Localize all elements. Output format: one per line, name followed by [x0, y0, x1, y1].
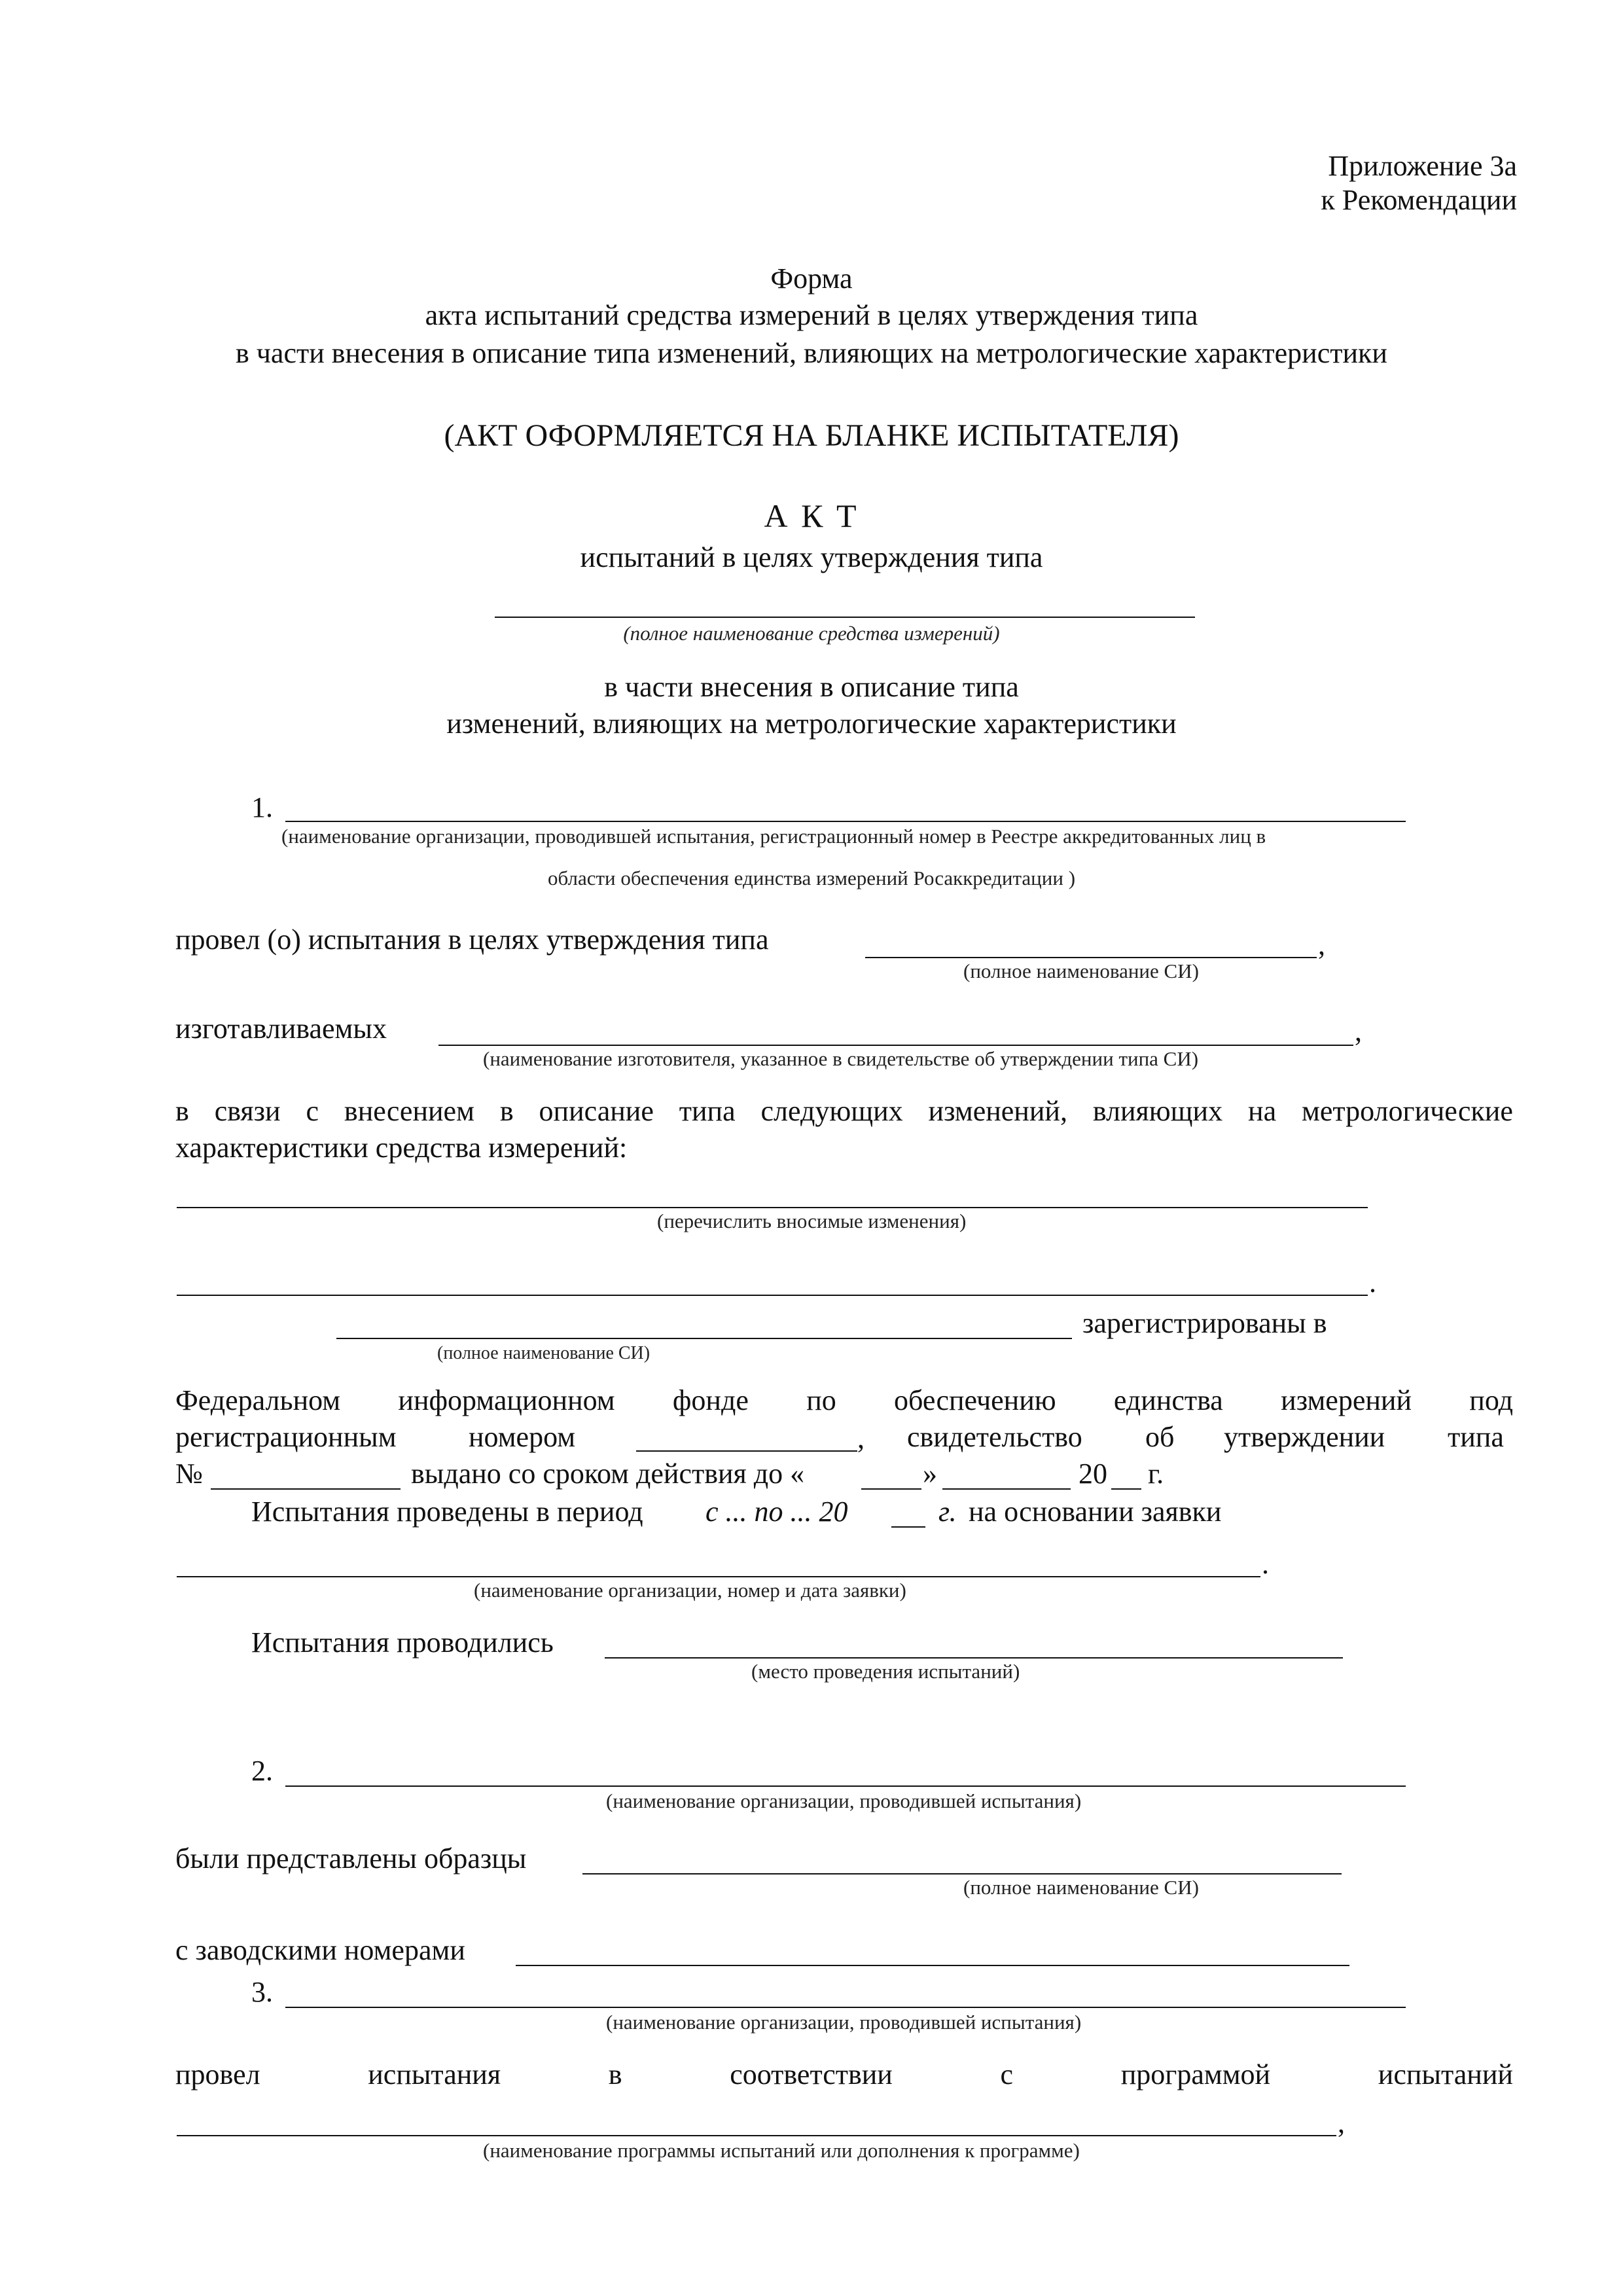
recommendation-label: к Рекомендации — [1321, 184, 1517, 216]
section-1-org-field[interactable] — [285, 821, 1406, 822]
manufactured-label: изготавливаемых — [175, 1013, 387, 1045]
si-name-registered-field[interactable] — [336, 1338, 1072, 1339]
section-3-org-field[interactable] — [285, 2007, 1406, 2008]
day-field[interactable] — [861, 1488, 921, 1490]
program-caption: (наименование программы испытаний или дополнения к программе) — [483, 2139, 1080, 2162]
si-full-name-field[interactable] — [865, 957, 1317, 958]
section-1-number: 1. — [251, 791, 273, 823]
certificate-label: свидетельство — [907, 1421, 1082, 1453]
reg-number-label-2: номером — [469, 1421, 576, 1453]
comma: , — [857, 1422, 865, 1454]
quote-close: » — [923, 1458, 937, 1490]
form-title: Форма — [770, 262, 853, 295]
serials-label: с заводскими номерами — [175, 1934, 465, 1966]
test-period-label: Испытания проведены в период — [251, 1496, 643, 1528]
part-line-2: изменений, влияющих на метрологические характеристики — [446, 708, 1177, 740]
manufacturer-caption: (наименование изготовителя, указанное в свидетельстве об утверждении типа СИ) — [483, 1047, 1199, 1070]
based-on-label: на основании заявки — [969, 1496, 1222, 1528]
act-subheading: испытаний в целях утверждения типа — [580, 541, 1043, 573]
issued-label: выдано со сроком действия до « — [411, 1458, 805, 1490]
changes-list-caption: (перечислить вносимые изменения) — [657, 1210, 967, 1232]
samples-field[interactable] — [582, 1873, 1342, 1874]
si-name-field[interactable] — [495, 617, 1195, 618]
application-caption: (наименование организации, номер и дата заявки) — [474, 1579, 906, 1602]
period-mark: . — [1262, 1548, 1269, 1580]
year-prefix: 20 — [1079, 1458, 1107, 1490]
samples-caption: (полное наименование СИ) — [963, 1876, 1199, 1899]
changes-list-field-1[interactable] — [177, 1207, 1368, 1208]
blank-note: (АКТ ОФОРМЛЯЕТСЯ НА БЛАНКЕ ИСПЫТАТЕЛЯ) — [444, 418, 1179, 453]
test-period-g: г. — [938, 1496, 957, 1528]
form-subtitle-1: акта испытаний средства измерений в целях утверждения типа — [425, 299, 1198, 331]
samples-label: были представлены образцы — [175, 1842, 527, 1874]
si-name-registered-caption: (полное наименование СИ) — [437, 1343, 651, 1363]
program-line: провел испытания в соответствии с программой испытаний — [175, 2058, 1513, 2090]
place-label: Испытания проводились — [251, 1626, 554, 1659]
registered-label: зарегистрированы в — [1082, 1307, 1327, 1339]
changes-line-2: характеристики средства измерений: — [175, 1132, 628, 1164]
place-caption: (место проведения испытаний) — [751, 1660, 1020, 1683]
section-3-number: 3. — [251, 1976, 273, 2008]
manufacturer-field[interactable] — [438, 1045, 1353, 1046]
certificate-number-field[interactable] — [211, 1488, 401, 1490]
si-full-name-caption: (полное наименование СИ) — [963, 960, 1199, 982]
place-field[interactable] — [605, 1657, 1343, 1659]
reg-number-label: регистрационным — [175, 1421, 397, 1453]
appendix-label: Приложение 3а — [1328, 150, 1517, 182]
si-name-caption: (полное наименование средства измерений) — [623, 622, 1000, 645]
period-mark: . — [1369, 1266, 1376, 1299]
test-year-field[interactable] — [891, 1526, 925, 1528]
month-field[interactable] — [942, 1488, 1071, 1490]
comma: , — [1355, 1015, 1362, 1047]
year-g: г. — [1148, 1458, 1164, 1490]
section-3-org-caption: (наименование организации, проводившей испытания) — [606, 2011, 1082, 2034]
section-2-org-field[interactable] — [285, 1785, 1406, 1787]
changes-list-field-2[interactable] — [177, 1295, 1368, 1296]
application-field[interactable] — [177, 1576, 1260, 1577]
changes-line-1: в связи с внесением в описание типа следующих изменений, влияющих на метрологические — [175, 1095, 1513, 1127]
form-subtitle-2: в части внесения в описание типа изменений, влияющих на метрологические характеристики — [236, 337, 1387, 369]
fund-line: Федеральном информационном фонде по обеспечению единства измерений под — [175, 1384, 1513, 1416]
reg-number-field[interactable] — [636, 1450, 857, 1452]
section-2-number: 2. — [251, 1755, 273, 1787]
year-field[interactable] — [1111, 1488, 1141, 1490]
comma: , — [1318, 929, 1325, 961]
approval-label: утверждении — [1224, 1421, 1385, 1453]
test-period-dates: с ... по ... 20 — [705, 1496, 848, 1528]
comma: , — [1338, 2107, 1345, 2139]
act-heading: А К Т — [764, 497, 859, 534]
program-field[interactable] — [177, 2135, 1336, 2136]
section-2-org-caption: (наименование организации, проводившей испытания) — [606, 1789, 1082, 1812]
serials-field[interactable] — [516, 1965, 1349, 1966]
section-1-org-caption: (наименование организации, проводившей испытания, регистрационный номер в Реестре аккредитованных лиц в — [281, 825, 1266, 848]
ob-label: об — [1145, 1421, 1175, 1453]
number-sign: № — [175, 1458, 203, 1490]
conducted-label: провел (о) испытания в целях утверждения типа — [175, 924, 769, 956]
section-1-org-caption-2: области обеспечения единства измерений Росаккредитации ) — [547, 867, 1076, 889]
part-line-1: в части внесения в описание типа — [604, 671, 1019, 703]
type-label: типа — [1448, 1421, 1504, 1453]
